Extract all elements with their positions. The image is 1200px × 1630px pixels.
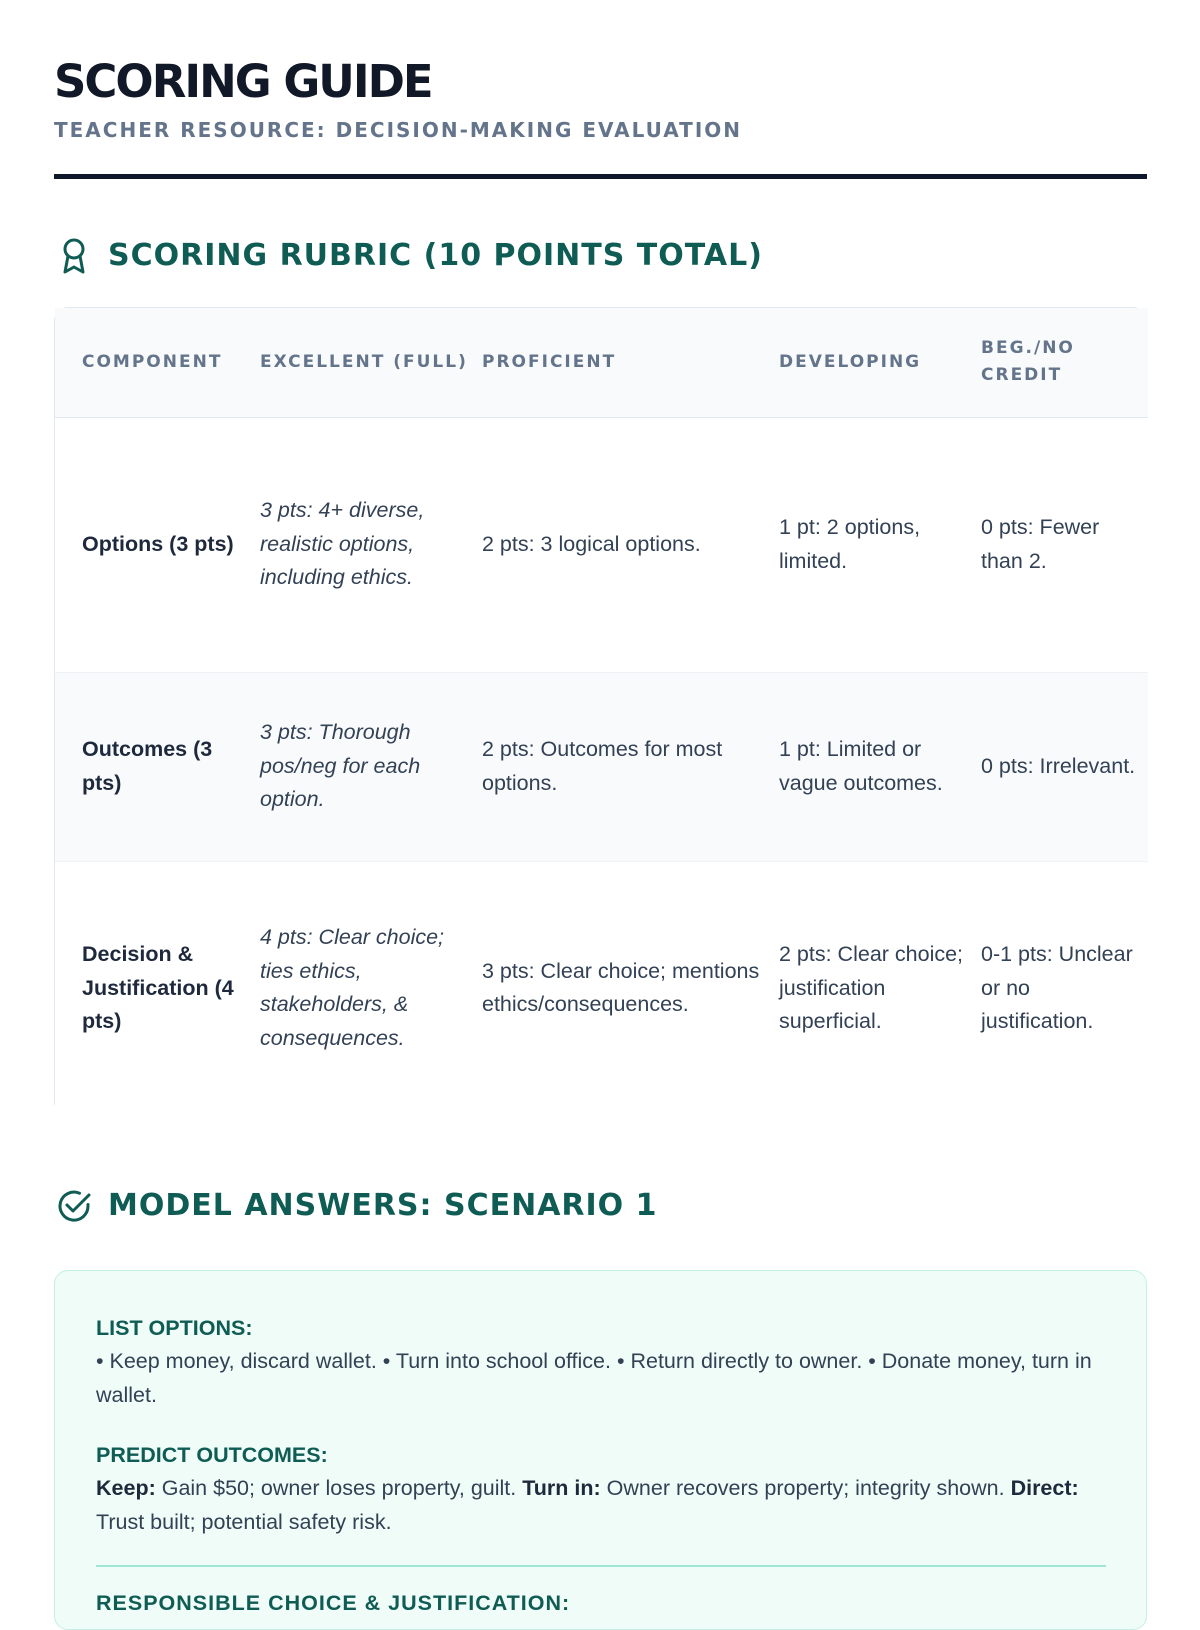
developing-cell: 2 pts: Clear choice; justification superficial. (779, 861, 981, 1115)
beginning-cell: 0 pts: Irrelevant. (981, 672, 1148, 861)
proficient-cell: 3 pts: Clear choice; mentions ethics/consequences. (482, 861, 779, 1115)
rubric-heading: SCORING RUBRIC (10 POINTS TOTAL) (108, 238, 763, 273)
table-header-row (55, 308, 1148, 417)
list-options-text: • Keep money, discard wallet. • Turn into school office. • Return directly to owner. • Donate money, turn in wallet. (96, 1349, 1092, 1407)
developing-cell: 1 pt: 2 options, limited. (779, 515, 921, 573)
table-row (55, 672, 1148, 861)
column-header: COMPONENT (55, 308, 260, 417)
model-divider (96, 1565, 1106, 1567)
excellent-cell: 4 pts: Clear choice; ties ethics, stakeholders, & consequences. (260, 861, 482, 1115)
excellent-cell: 3 pts: 4+ diverse, realistic options, including ethics. (260, 498, 425, 590)
rubric-table (54, 307, 1147, 1115)
responsible-choice-label: RESPONSIBLE CHOICE & JUSTIFICATION: (96, 1591, 571, 1615)
column-header: BEG./NO CREDIT (981, 308, 1148, 417)
developing-cell: 1 pt: Limited or vague outcomes. (779, 672, 981, 861)
keep-text: Gain $50; owner loses property, guilt. (161, 1476, 517, 1500)
model-section-heading (54, 1186, 658, 1226)
keep-label: Keep: (96, 1476, 156, 1500)
header-divider (54, 174, 1147, 179)
component-cell: Options (3 pts) (82, 531, 234, 556)
page-title: SCORING GUIDE (54, 55, 432, 108)
column-header: EXCELLENT (FULL) (260, 308, 482, 417)
component-cell: Outcomes (3 pts) (55, 672, 260, 861)
column-header: DEVELOPING (779, 308, 981, 417)
proficient-cell: 2 pts: Outcomes for most options. (482, 672, 779, 861)
table-row (55, 417, 1148, 672)
award-icon (54, 236, 94, 276)
check-circle-icon (54, 1186, 94, 1226)
model-answer-box (54, 1270, 1147, 1630)
turn-in-text: Owner recovers property; integrity shown. (606, 1476, 1005, 1500)
beginning-cell: 0-1 pts: Unclear or no justification. (981, 861, 1148, 1115)
model-heading: MODEL ANSWERS: SCENARIO 1 (108, 1188, 658, 1223)
direct-label: Direct: (1010, 1476, 1079, 1500)
rubric-section-heading (54, 236, 763, 276)
page-subtitle: TEACHER RESOURCE: DECISION-MAKING EVALUATION (54, 118, 743, 142)
table-row (55, 861, 1148, 1115)
proficient-cell: 2 pts: 3 logical options. (482, 531, 701, 556)
component-cell: Decision & Justification (4 pts) (55, 861, 260, 1115)
predict-outcomes-label: PREDICT OUTCOMES: (96, 1443, 328, 1467)
excellent-cell: 3 pts: Thorough pos/neg for each option. (260, 672, 482, 861)
turn-in-label: Turn in: (522, 1476, 601, 1500)
beginning-cell: 0 pts: Fewer than 2. (981, 515, 1100, 573)
direct-text: Trust built; potential safety risk. (96, 1509, 392, 1534)
list-options-label: LIST OPTIONS: (96, 1316, 253, 1340)
predict-outcomes-text (96, 1472, 1106, 1539)
column-header: PROFICIENT (482, 308, 779, 417)
